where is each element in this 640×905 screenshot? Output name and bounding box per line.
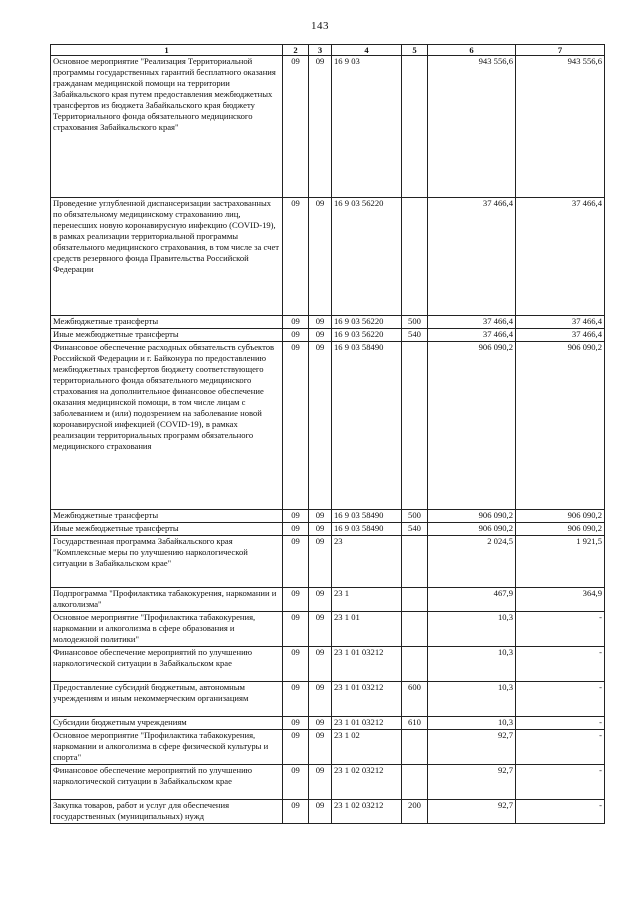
- table-row: [51, 316, 605, 329]
- row-target-code: 16 9 03 56220: [332, 316, 402, 329]
- row-target-code: 23 1 02: [332, 730, 402, 765]
- row-expense-type: 540: [402, 523, 428, 536]
- row-name: Финансовое обеспечение расходных обязательств субъектов Российской Федерации и г. Байконура по предоставлению межбюджетных трансфертов бюджету соответствующего территориального фонда обязательного медицинского страхования на дополнительное финансовое обеспечение оказания медицинской помощи, в том числе лицам с заболеванием и (или) подозрением на заболевание новой коронавирусной инфекцией (COVID-19), в рамках реализации территориальных программ обязательного медицинского страхования: [51, 342, 283, 510]
- row-amount-2: -: [516, 800, 605, 824]
- row-amount-2: 37 466,4: [516, 329, 605, 342]
- row-expense-type: [402, 342, 428, 510]
- row-section: 09: [283, 510, 309, 523]
- table-row: [51, 588, 605, 612]
- row-amount-1: 37 466,4: [428, 329, 516, 342]
- row-expense-type: 500: [402, 316, 428, 329]
- header-row: [51, 45, 605, 56]
- row-target-code: 16 9 03 58490: [332, 523, 402, 536]
- header-cell: 6: [428, 45, 516, 56]
- row-name: Подпрограмма "Профилактика табакокурения, наркомании и алкоголизма": [51, 588, 283, 612]
- row-amount-2: -: [516, 717, 605, 730]
- table-row: [51, 198, 605, 316]
- row-amount-1: 10,3: [428, 612, 516, 647]
- row-subsection: 09: [309, 647, 332, 682]
- table-row: [51, 329, 605, 342]
- row-section: 09: [283, 342, 309, 510]
- row-name: Межбюджетные трансферты: [51, 510, 283, 523]
- row-name: Проведение углубленной диспансеризации застрахованных по обязательному медицинскому страхованию лиц, перенесших новую коронавирусную инфекцию (COVID-19), в рамках реализации территориальной программы обязательного медицинского страхования, в том числе за счет средств резервного фонда Правительства Российской Федерации: [51, 198, 283, 316]
- row-amount-1: 92,7: [428, 800, 516, 824]
- row-name: Финансовое обеспечение мероприятий по улучшению наркологической ситуации в Забайкальском крае: [51, 765, 283, 800]
- row-name: Закупка товаров, работ и услуг для обеспечения государственных (муниципальных) нужд: [51, 800, 283, 824]
- row-target-code: 16 9 03 56220: [332, 198, 402, 316]
- row-section: 09: [283, 316, 309, 329]
- row-amount-2: -: [516, 682, 605, 717]
- header-cell: 5: [402, 45, 428, 56]
- row-amount-2: 1 921,5: [516, 536, 605, 588]
- row-target-code: 23 1 01: [332, 612, 402, 647]
- row-expense-type: [402, 647, 428, 682]
- row-amount-1: 906 090,2: [428, 510, 516, 523]
- header-cell: 7: [516, 45, 605, 56]
- row-subsection: 09: [309, 612, 332, 647]
- row-subsection: 09: [309, 316, 332, 329]
- row-section: 09: [283, 198, 309, 316]
- row-subsection: 09: [309, 510, 332, 523]
- row-subsection: 09: [309, 536, 332, 588]
- header-cell: 3: [309, 45, 332, 56]
- row-section: 09: [283, 730, 309, 765]
- row-expense-type: [402, 536, 428, 588]
- row-amount-1: 37 466,4: [428, 316, 516, 329]
- row-subsection: 09: [309, 198, 332, 316]
- row-amount-2: 906 090,2: [516, 342, 605, 510]
- row-amount-1: 10,3: [428, 717, 516, 730]
- row-amount-2: -: [516, 647, 605, 682]
- table-row: [51, 717, 605, 730]
- budget-table: [50, 44, 605, 824]
- row-target-code: 16 9 03: [332, 56, 402, 198]
- row-subsection: 09: [309, 523, 332, 536]
- table-row: [51, 800, 605, 824]
- row-section: 09: [283, 523, 309, 536]
- row-target-code: 16 9 03 58490: [332, 342, 402, 510]
- row-section: 09: [283, 588, 309, 612]
- row-section: 09: [283, 800, 309, 824]
- row-amount-1: 943 556,6: [428, 56, 516, 198]
- row-subsection: 09: [309, 588, 332, 612]
- table-row: [51, 765, 605, 800]
- row-name: Межбюджетные трансферты: [51, 316, 283, 329]
- page-number: 143: [311, 20, 329, 32]
- row-target-code: 16 9 03 58490: [332, 510, 402, 523]
- row-amount-1: 92,7: [428, 730, 516, 765]
- header-cell: 1: [51, 45, 283, 56]
- row-name: Предоставление субсидий бюджетным, автономным учреждениям и иным некоммерческим организациям: [51, 682, 283, 717]
- row-name: Иные межбюджетные трансферты: [51, 523, 283, 536]
- table-row: [51, 56, 605, 198]
- row-section: 09: [283, 765, 309, 800]
- row-amount-2: 37 466,4: [516, 198, 605, 316]
- row-name: Субсидии бюджетным учреждениям: [51, 717, 283, 730]
- row-target-code: 16 9 03 56220: [332, 329, 402, 342]
- row-target-code: 23 1 02 03212: [332, 765, 402, 800]
- row-amount-2: 906 090,2: [516, 523, 605, 536]
- row-name: Финансовое обеспечение мероприятий по улучшению наркологической ситуации в Забайкальском крае: [51, 647, 283, 682]
- row-section: 09: [283, 612, 309, 647]
- row-target-code: 23 1: [332, 588, 402, 612]
- table-row: [51, 523, 605, 536]
- row-expense-type: [402, 56, 428, 198]
- row-name: Государственная программа Забайкальского края "Комплексные меры по улучшению наркологической ситуации в Забайкальском крае": [51, 536, 283, 588]
- row-subsection: 09: [309, 717, 332, 730]
- row-section: 09: [283, 647, 309, 682]
- row-subsection: 09: [309, 329, 332, 342]
- row-amount-1: 37 466,4: [428, 198, 516, 316]
- row-amount-1: 10,3: [428, 682, 516, 717]
- row-name: Основное мероприятие "Реализация Территориальной программы государственных гарантий бесплатного оказания гражданам медицинской помощи на территории Забайкальского края путем предоставления межбюджетных трансфертов из бюджета Забайкальского края бюджету Территориального фонда обязательного медицинского страхования Забайкальского края": [51, 56, 283, 198]
- table-row: [51, 612, 605, 647]
- row-name: Иные межбюджетные трансферты: [51, 329, 283, 342]
- row-amount-2: -: [516, 730, 605, 765]
- header-cell: 4: [332, 45, 402, 56]
- row-expense-type: 200: [402, 800, 428, 824]
- row-target-code: 23 1 01 03212: [332, 682, 402, 717]
- row-amount-1: 2 024,5: [428, 536, 516, 588]
- row-target-code: 23 1 01 03212: [332, 717, 402, 730]
- row-amount-2: 943 556,6: [516, 56, 605, 198]
- row-amount-2: 906 090,2: [516, 510, 605, 523]
- row-amount-1: 906 090,2: [428, 523, 516, 536]
- row-amount-2: -: [516, 765, 605, 800]
- row-expense-type: 540: [402, 329, 428, 342]
- row-section: 09: [283, 329, 309, 342]
- row-section: 09: [283, 56, 309, 198]
- row-subsection: 09: [309, 800, 332, 824]
- row-expense-type: [402, 612, 428, 647]
- table-row: [51, 510, 605, 523]
- row-expense-type: 600: [402, 682, 428, 717]
- row-name: Основное мероприятие "Профилактика табакокурения, наркомании и алкоголизма в сфере физической культуры и спорта": [51, 730, 283, 765]
- header-cell: 2: [283, 45, 309, 56]
- row-amount-1: 10,3: [428, 647, 516, 682]
- row-subsection: 09: [309, 765, 332, 800]
- row-expense-type: [402, 730, 428, 765]
- row-expense-type: 500: [402, 510, 428, 523]
- row-subsection: 09: [309, 730, 332, 765]
- row-section: 09: [283, 717, 309, 730]
- row-expense-type: [402, 765, 428, 800]
- row-expense-type: [402, 588, 428, 612]
- table-row: [51, 730, 605, 765]
- row-subsection: 09: [309, 682, 332, 717]
- table-row: [51, 647, 605, 682]
- row-name: Основное мероприятие "Профилактика табакокурения, наркомании и алкоголизма в сфере образования и молодежной политики": [51, 612, 283, 647]
- row-amount-2: -: [516, 612, 605, 647]
- row-target-code: 23 1 01 03212: [332, 647, 402, 682]
- row-section: 09: [283, 536, 309, 588]
- row-section: 09: [283, 682, 309, 717]
- row-expense-type: 610: [402, 717, 428, 730]
- row-amount-2: 364,9: [516, 588, 605, 612]
- row-subsection: 09: [309, 56, 332, 198]
- table-row: [51, 536, 605, 588]
- row-amount-2: 37 466,4: [516, 316, 605, 329]
- row-amount-1: 906 090,2: [428, 342, 516, 510]
- row-amount-1: 467,9: [428, 588, 516, 612]
- row-amount-1: 92,7: [428, 765, 516, 800]
- row-target-code: 23 1 02 03212: [332, 800, 402, 824]
- row-subsection: 09: [309, 342, 332, 510]
- table-row: [51, 342, 605, 510]
- row-expense-type: [402, 198, 428, 316]
- table-row: [51, 682, 605, 717]
- row-target-code: 23: [332, 536, 402, 588]
